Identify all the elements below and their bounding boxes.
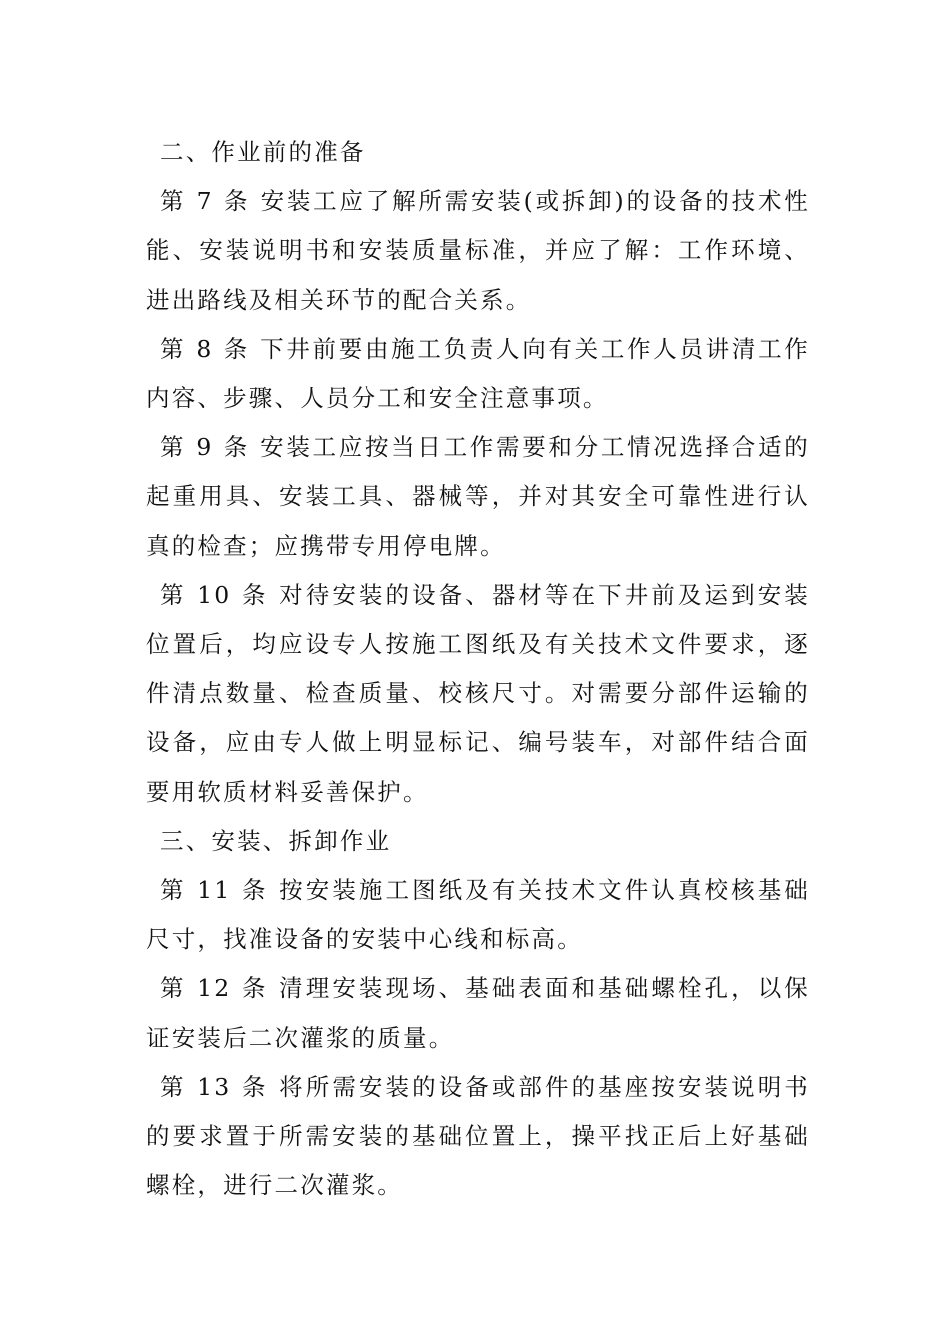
article-9: 第 9 条 安装工应按当日工作需要和分工情况选择合适的起重用具、安装工具、器械等，并对其安全可靠性进行认真的检查；应携带专用停电牌。 [146,433,810,560]
article-8: 第 8 条 下井前要由施工负责人向有关工作人员讲清工作内容、步骤、人员分工和安全注意事项。 [146,334,810,413]
article-10: 第 10 条 对待安装的设备、器材等在下井前及运到安装位置后，均应设专人按施工图纸及有关技术文件要求，逐件清点数量、检查质量、校核尺寸。对需要分部件运输的设备，应由专人做上明显标记、编号装车，对部件结合面要用软质材料妥善保护。 [146,580,810,806]
section-heading-preparation: 二、作业前的准备 [160,138,366,166]
article-12: 第 12 条 清理安装现场、基础表面和基础螺栓孔，以保证安装后二次灌浆的质量。 [146,974,810,1052]
article-7: 第 7 条 安装工应了解所需安装(或拆卸)的设备的技术性能、安装说明书和安装质量标准，并应了解：工作环境、进出路线及相关环节的配合关系。 [146,187,810,314]
section-heading-installation: 三、安装、拆卸作业 [160,826,392,855]
article-11: 第 11 条 按安装施工图纸及有关技术文件认真校核基础尺寸，找准设备的安装中心线和标高。 [146,876,810,954]
document-body [146,128,810,1210]
article-13: 第 13 条 将所需安装的设备或部件的基座按安装说明书的要求置于所需安装的基础位置上，操平找正后上好基础螺栓，进行二次灌浆。 [146,1072,810,1200]
